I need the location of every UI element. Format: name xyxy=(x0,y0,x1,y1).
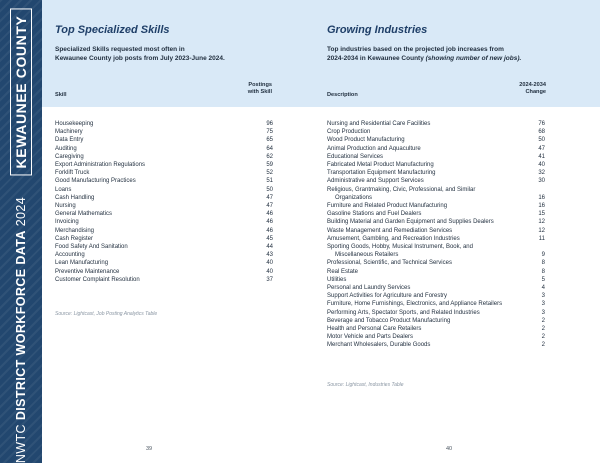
row-label: Religious, Grantmaking, Civic, Professional, and Similar xyxy=(327,186,476,193)
table-row xyxy=(327,186,545,194)
page-number-right: 40 xyxy=(446,446,453,452)
row-value: 8 xyxy=(541,260,545,267)
row-value: 46 xyxy=(266,211,273,218)
row-label: Beverage and Tobacco Product Manufacturing xyxy=(327,317,451,324)
table-row xyxy=(55,186,273,194)
industries-col-change xyxy=(500,82,546,96)
row-value: 59 xyxy=(266,162,273,169)
row-value: 32 xyxy=(538,170,545,177)
row-label: Amusement, Gambling, and Recreation Industries xyxy=(327,235,460,242)
row-value: 16 xyxy=(538,194,545,201)
table-row xyxy=(327,292,545,300)
row-value: 43 xyxy=(266,252,273,259)
table-row xyxy=(327,169,545,177)
row-label: Housekeeping xyxy=(55,121,94,127)
table-row xyxy=(55,169,273,177)
row-label: Waste Management and Remediation Services xyxy=(327,227,453,234)
row-label: Invoicing xyxy=(55,219,79,226)
page-number-left: 39 xyxy=(146,446,153,452)
row-value: 46 xyxy=(266,219,273,226)
table-row xyxy=(327,235,545,243)
table-row xyxy=(55,153,273,161)
row-label: Support Activities for Agriculture and Forestry xyxy=(327,293,448,300)
row-label: Loans xyxy=(55,186,72,193)
table-row xyxy=(327,276,545,284)
row-value: 65 xyxy=(266,137,273,144)
row-value: 51 xyxy=(266,178,273,185)
skills-col-postings-line2: with Skill xyxy=(247,89,272,95)
table-row xyxy=(55,235,273,243)
row-value: 44 xyxy=(266,244,273,251)
row-value: 64 xyxy=(266,145,273,152)
row-label: Nursing xyxy=(55,203,76,210)
report-title xyxy=(14,197,28,463)
row-label: Nursing and Residential Care Facilities xyxy=(327,121,431,127)
row-label: Building Material and Garden Equipment and Supplies Dealers xyxy=(327,219,494,226)
row-value: 50 xyxy=(538,137,545,144)
row-value: 52 xyxy=(266,170,273,177)
row-label: Cash Register xyxy=(55,235,94,242)
table-row xyxy=(327,161,545,169)
skills-intro xyxy=(55,45,285,63)
row-label: Crop Production xyxy=(327,129,371,136)
row-label: Health and Personal Care Retailers xyxy=(327,326,422,333)
skills-col-skill: Skill xyxy=(55,92,67,98)
row-label: Motor Vehicle and Parts Dealers xyxy=(327,334,414,341)
table-row xyxy=(327,333,545,341)
row-value: 47 xyxy=(266,203,273,210)
row-label-continuation: Organizations xyxy=(335,194,373,201)
row-value: 46 xyxy=(266,227,273,234)
row-value: 45 xyxy=(266,235,273,242)
row-value: 2 xyxy=(541,326,545,333)
row-label: Transportation Equipment Manufacturing xyxy=(327,170,436,177)
row-value: 96 xyxy=(266,121,273,127)
row-label: Gasoline Stations and Fuel Dealers xyxy=(327,211,422,218)
table-row xyxy=(327,284,545,292)
row-label: General Mathematics xyxy=(55,211,113,218)
row-value: 40 xyxy=(538,162,545,169)
row-label: Merchandising xyxy=(55,227,95,234)
row-label: Wood Product Manufacturing xyxy=(327,137,405,144)
row-value: 41 xyxy=(538,153,545,160)
table-row xyxy=(55,227,273,235)
row-label: Educational Services xyxy=(327,153,384,160)
row-value: 4 xyxy=(541,285,545,292)
table-row xyxy=(55,136,273,144)
row-value: 12 xyxy=(538,219,545,226)
industries-col-change-line1: 2024-2034 xyxy=(519,82,546,88)
industries-col-change-line2: Change xyxy=(525,89,546,95)
row-label: Furniture and Related Product Manufacturing xyxy=(327,203,448,210)
table-row xyxy=(55,120,273,128)
table-row xyxy=(327,153,545,161)
row-value: 50 xyxy=(266,186,273,193)
table-row xyxy=(327,268,545,276)
table-row xyxy=(55,268,273,276)
table-row xyxy=(327,259,545,267)
row-label: Food Safety And Sanitation xyxy=(55,244,128,251)
skills-title: Top Specialized Skills xyxy=(55,24,170,36)
industries-col-description: Description xyxy=(327,92,358,98)
table-row xyxy=(55,202,273,210)
industries-title: Growing Industries xyxy=(327,24,428,36)
table-row xyxy=(55,276,273,284)
industries-intro-italic: (showing number of new jobs). xyxy=(425,55,522,62)
table-row xyxy=(327,202,545,210)
row-value: 3 xyxy=(541,301,545,308)
row-label: Fabricated Metal Product Manufacturing xyxy=(327,162,434,169)
table-row xyxy=(327,300,545,308)
spine-bar xyxy=(0,0,42,463)
row-value: 75 xyxy=(266,129,273,136)
row-label: Administrative and Support Services xyxy=(327,178,424,185)
row-value: 12 xyxy=(538,227,545,234)
table-row xyxy=(327,128,545,136)
table-row xyxy=(327,210,545,218)
table-row xyxy=(327,309,545,317)
skills-source: Source: Lightcast, Job Posting Analytics Table xyxy=(55,311,158,317)
row-label: Performing Arts, Spectator Sports, and Related Industries xyxy=(327,309,480,316)
report-org: NWTC xyxy=(14,424,28,463)
row-value: 2 xyxy=(541,334,545,341)
row-label: Cash Handling xyxy=(55,194,95,201)
table-row xyxy=(327,136,545,144)
row-value: 40 xyxy=(266,260,273,267)
row-label: Export Administration Regulations xyxy=(55,162,146,169)
industries-source: Source: Lightcast, Industries Table xyxy=(327,382,404,388)
row-value: 8 xyxy=(541,268,545,275)
skills-intro-line2: Kewaunee County job posts from July 2023-June 2024. xyxy=(55,55,225,62)
row-label: Machinery xyxy=(55,129,83,136)
row-value: 37 xyxy=(266,276,273,283)
skills-intro-line1: Specialized Skills requested most often in xyxy=(55,46,185,53)
row-label: Customer Complaint Resolution xyxy=(55,276,140,283)
skills-col-postings xyxy=(226,82,272,96)
table-row xyxy=(327,317,545,325)
skills-col-postings-line1: Postings xyxy=(248,82,272,88)
table-row xyxy=(55,128,273,136)
table-row xyxy=(327,227,545,235)
industries-intro-line2: 2024-2034 in Kewaunee County xyxy=(327,55,426,62)
row-label: Furniture, Home Furnishings, Electronics, and Appliance Retailers xyxy=(327,301,503,308)
row-value: 30 xyxy=(538,178,545,185)
industries-table xyxy=(327,120,545,350)
row-label: Merchant Wholesalers, Durable Goods xyxy=(327,342,431,349)
table-row xyxy=(55,161,273,169)
row-label: Caregiving xyxy=(55,153,84,160)
table-row xyxy=(55,210,273,218)
row-value: 3 xyxy=(541,309,545,316)
table-row xyxy=(327,177,545,185)
report-year: 2024 xyxy=(14,196,28,227)
row-value: 47 xyxy=(266,194,273,201)
table-row xyxy=(327,243,545,251)
table-row xyxy=(55,145,273,153)
row-label: Auditing xyxy=(55,145,77,152)
row-value: 47 xyxy=(538,145,545,152)
table-row xyxy=(327,325,545,333)
row-value: 15 xyxy=(538,211,545,218)
row-label: Professional, Scientific, and Technical Services xyxy=(327,260,452,267)
table-row-continuation xyxy=(327,251,545,259)
row-value: 2 xyxy=(541,342,545,349)
row-label-continuation: Miscellaneous Retailers xyxy=(335,252,399,259)
row-value: 11 xyxy=(538,235,545,242)
row-value: 2 xyxy=(541,317,545,324)
row-label: Animal Production and Aquaculture xyxy=(327,145,421,152)
table-row xyxy=(327,145,545,153)
table-row-continuation xyxy=(327,194,545,202)
report-title-bold: DISTRICT WORKFORCE DATA xyxy=(14,230,28,421)
row-value: 62 xyxy=(266,153,273,160)
row-value: 76 xyxy=(538,121,545,127)
row-label: Sporting Goods, Hobby, Musical Instrument, Book, and xyxy=(327,244,473,251)
table-row xyxy=(327,120,545,128)
row-value: 3 xyxy=(541,293,545,300)
table-row xyxy=(55,251,273,259)
industries-intro xyxy=(327,45,587,63)
row-label: Utilities xyxy=(327,276,347,283)
table-row xyxy=(55,243,273,251)
table-row xyxy=(55,259,273,267)
row-label: Accounting xyxy=(55,252,85,259)
table-row xyxy=(55,177,273,185)
table-row xyxy=(55,218,273,226)
row-label: Lean Manufacturing xyxy=(55,260,109,267)
row-label: Preventive Maintenance xyxy=(55,268,120,275)
table-row xyxy=(327,218,545,226)
row-value: 5 xyxy=(541,276,545,283)
row-label: Forklift Truck xyxy=(55,170,90,177)
table-row xyxy=(327,341,545,349)
industries-intro-line1: Top industries based on the projected job increases from xyxy=(327,46,504,53)
row-value: 16 xyxy=(538,203,545,210)
county-label: KEWAUNEE COUNTY xyxy=(10,9,32,176)
row-value: 40 xyxy=(266,268,273,275)
row-label: Good Manufacturing Practices xyxy=(55,178,136,185)
row-label: Data Entry xyxy=(55,137,84,144)
row-label: Real Estate xyxy=(327,268,359,275)
table-row xyxy=(55,194,273,202)
row-label: Personal and Laundry Services xyxy=(327,285,411,292)
skills-table xyxy=(55,120,273,284)
row-value: 68 xyxy=(538,129,545,136)
row-value: 9 xyxy=(541,252,545,259)
